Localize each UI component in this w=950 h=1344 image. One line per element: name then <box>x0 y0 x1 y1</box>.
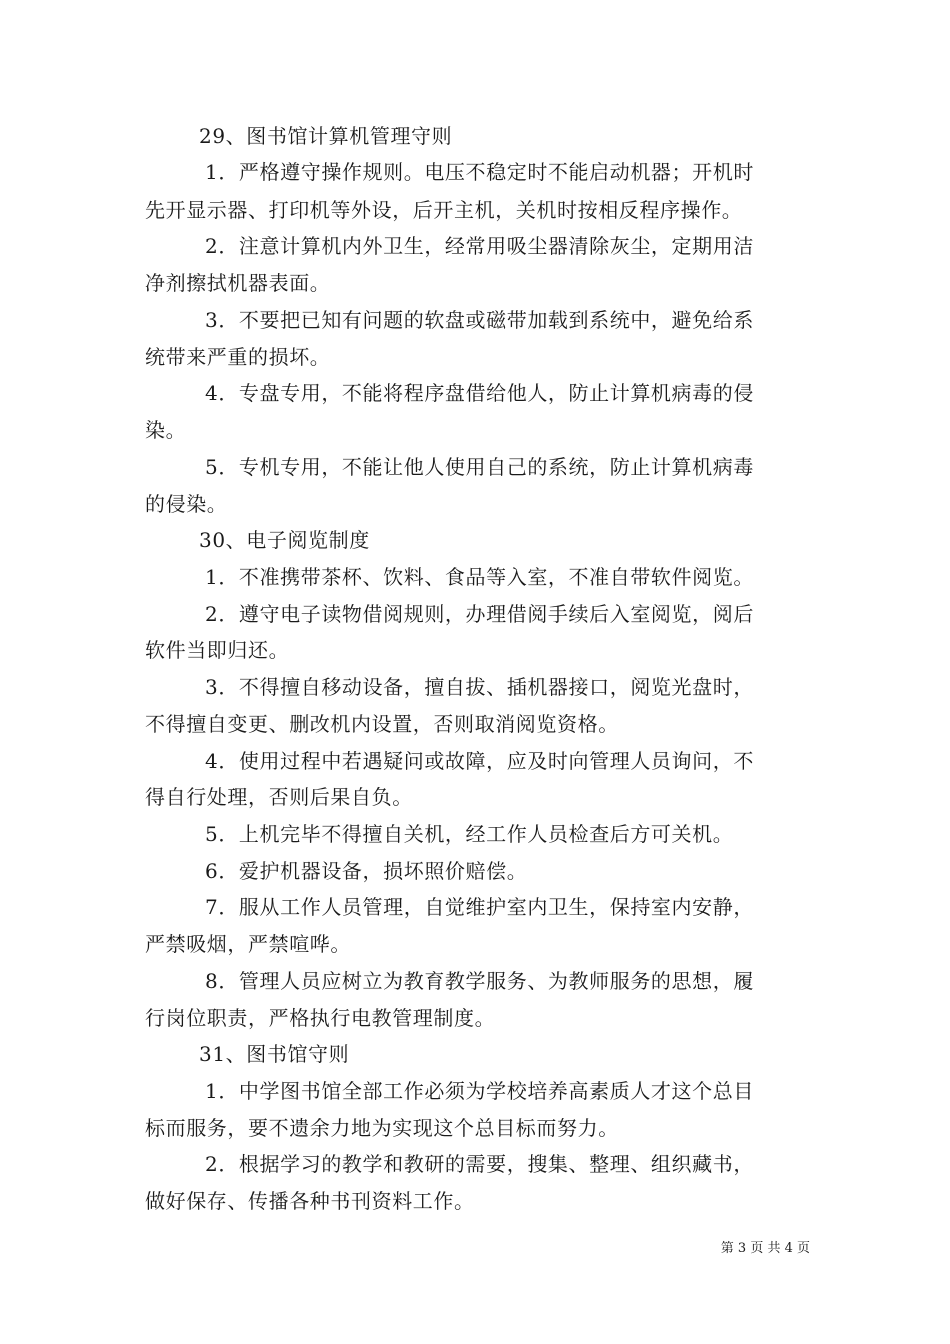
paragraph-line: 1．中学图书馆全部工作必须为学校培养高素质人才这个总目 <box>205 1079 754 1103</box>
paragraph-line: 的侵染。 <box>145 492 228 516</box>
paragraph-line: 1．严格遵守操作规则。电压不稳定时不能启动机器；开机时 <box>205 160 754 184</box>
paragraph-line: 做好保存、传播各种书刊资料工作。 <box>145 1189 475 1213</box>
paragraph-line: 6．爱护机器设备，损坏照价赔偿。 <box>205 859 528 883</box>
paragraph-line: 2．注意计算机内外卫生，经常用吸尘器清除灰尘，定期用洁 <box>205 234 754 258</box>
section-heading: 30、电子阅览制度 <box>199 528 370 552</box>
section-heading: 31、图书馆守则 <box>199 1042 350 1066</box>
paragraph-line: 统带来严重的损坏。 <box>145 345 331 369</box>
paragraph-line: 2．遵守电子读物借阅规则，办理借阅手续后入室阅览，阅后 <box>205 602 754 626</box>
page-number: 第 3 页 共 4 页 <box>720 1241 810 1256</box>
paragraph-line: 先开显示器、打印机等外设，后开主机，关机时按相反程序操作。 <box>145 198 743 222</box>
paragraph-line: 4．专盘专用，不能将程序盘借给他人，防止计算机病毒的侵 <box>205 381 754 405</box>
paragraph-line: 1．不准携带茶杯、饮料、食品等入室，不准自带软件阅览。 <box>205 565 754 589</box>
paragraph-line: 行岗位职责，严格执行电教管理制度。 <box>145 1006 496 1030</box>
paragraph-line: 5．专机专用，不能让他人使用自己的系统，防止计算机病毒 <box>205 455 754 479</box>
paragraph-line: 不得擅自变更、删改机内设置，否则取消阅览资格。 <box>145 712 619 736</box>
paragraph-line: 3．不要把已知有问题的软盘或磁带加载到系统中，避免给系 <box>205 308 754 332</box>
paragraph-line: 净剂擦拭机器表面。 <box>145 271 331 295</box>
paragraph-line: 7．服从工作人员管理，自觉维护室内卫生，保持室内安静， <box>205 895 754 919</box>
paragraph-line: 软件当即归还。 <box>145 638 290 662</box>
paragraph-line: 染。 <box>145 418 187 442</box>
paragraph-line: 8．管理人员应树立为教育教学服务、为教师服务的思想，履 <box>205 969 754 993</box>
paragraph-line: 4．使用过程中若遇疑问或故障，应及时向管理人员询问，不 <box>205 749 754 773</box>
paragraph-line: 5．上机完毕不得擅自关机，经工作人员检查后方可关机。 <box>205 822 734 846</box>
section-heading: 29、图书馆计算机管理守则 <box>199 124 453 148</box>
paragraph-line: 3．不得擅自移动设备，擅自拔、插机器接口，阅览光盘时， <box>205 675 754 699</box>
paragraph-line: 2．根据学习的教学和教研的需要，搜集、整理、组织藏书， <box>205 1152 754 1176</box>
paragraph-line: 标而服务，要不遗余力地为实现这个总目标而努力。 <box>145 1116 619 1140</box>
paragraph-line: 得自行处理，否则后果自负。 <box>145 785 413 809</box>
paragraph-line: 严禁吸烟，严禁喧哗。 <box>145 932 351 956</box>
